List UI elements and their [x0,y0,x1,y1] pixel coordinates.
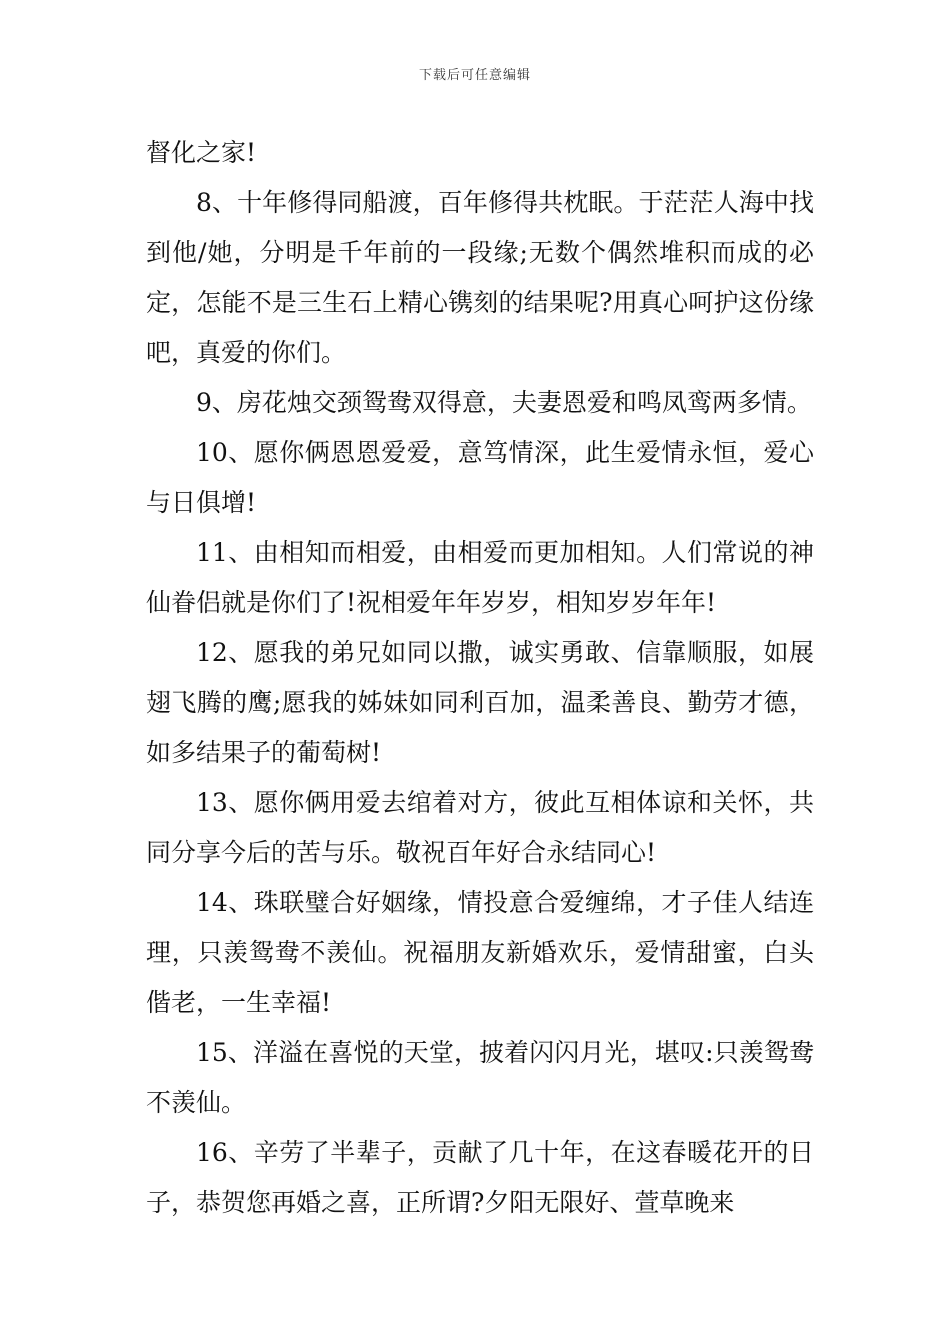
paragraph: 14、珠联璧合好姻缘，情投意合爱缠绵，才子佳人结连理，只羡鸳鸯不羡仙。祝福朋友新婚欢乐，爱情甜蜜，白头偕老，一生幸福! [146,888,814,1017]
paragraph: 16、辛劳了半辈子，贡献了几十年，在这春暖花开的日子，恭贺您再婚之喜，正所谓?夕阳无限好、萱草晚来 [146,1138,814,1217]
document-body [146,128,814,1228]
paragraph: 13、愿你俩用爱去绾着对方，彼此互相体谅和关怀，共同分享今后的苦与乐。敬祝百年好合永结同心! [146,788,814,867]
paragraph: 11、由相知而相爱，由相爱而更加相知。人们常说的神仙眷侣就是你们了!祝相爱年年岁岁，相知岁岁年年! [146,538,814,617]
paragraph: 9、房花烛交颈鸳鸯双得意，夫妻恩爱和鸣凤鸾两多情。 [196,388,812,417]
paragraph: 10、愿你俩恩恩爱爱，意笃情深，此生爱情永恒，爱心与日俱增! [146,438,814,517]
paragraph: 15、洋溢在喜悦的天堂，披着闪闪月光，堪叹:只羡鸳鸯不羡仙。 [146,1038,814,1117]
paragraph: 12、愿我的弟兄如同以撒，诚实勇敢、信靠顺服，如展翅飞腾的鹰;愿我的姊妹如同利百加，温柔善良、勤劳才德，如多结果子的葡萄树! [146,638,814,767]
page-header: 下载后可任意编辑 [418,68,531,83]
paragraph: 督化之家! [146,138,257,167]
paragraph: 8、十年修得同船渡，百年修得共枕眠。于茫茫人海中找到他/她，分明是千年前的一段缘;无数个偶然堆积而成的必定，怎能不是三生石上精心镌刻的结果呢?用真心呵护这份缘吧，真爱的你们。 [146,188,814,367]
